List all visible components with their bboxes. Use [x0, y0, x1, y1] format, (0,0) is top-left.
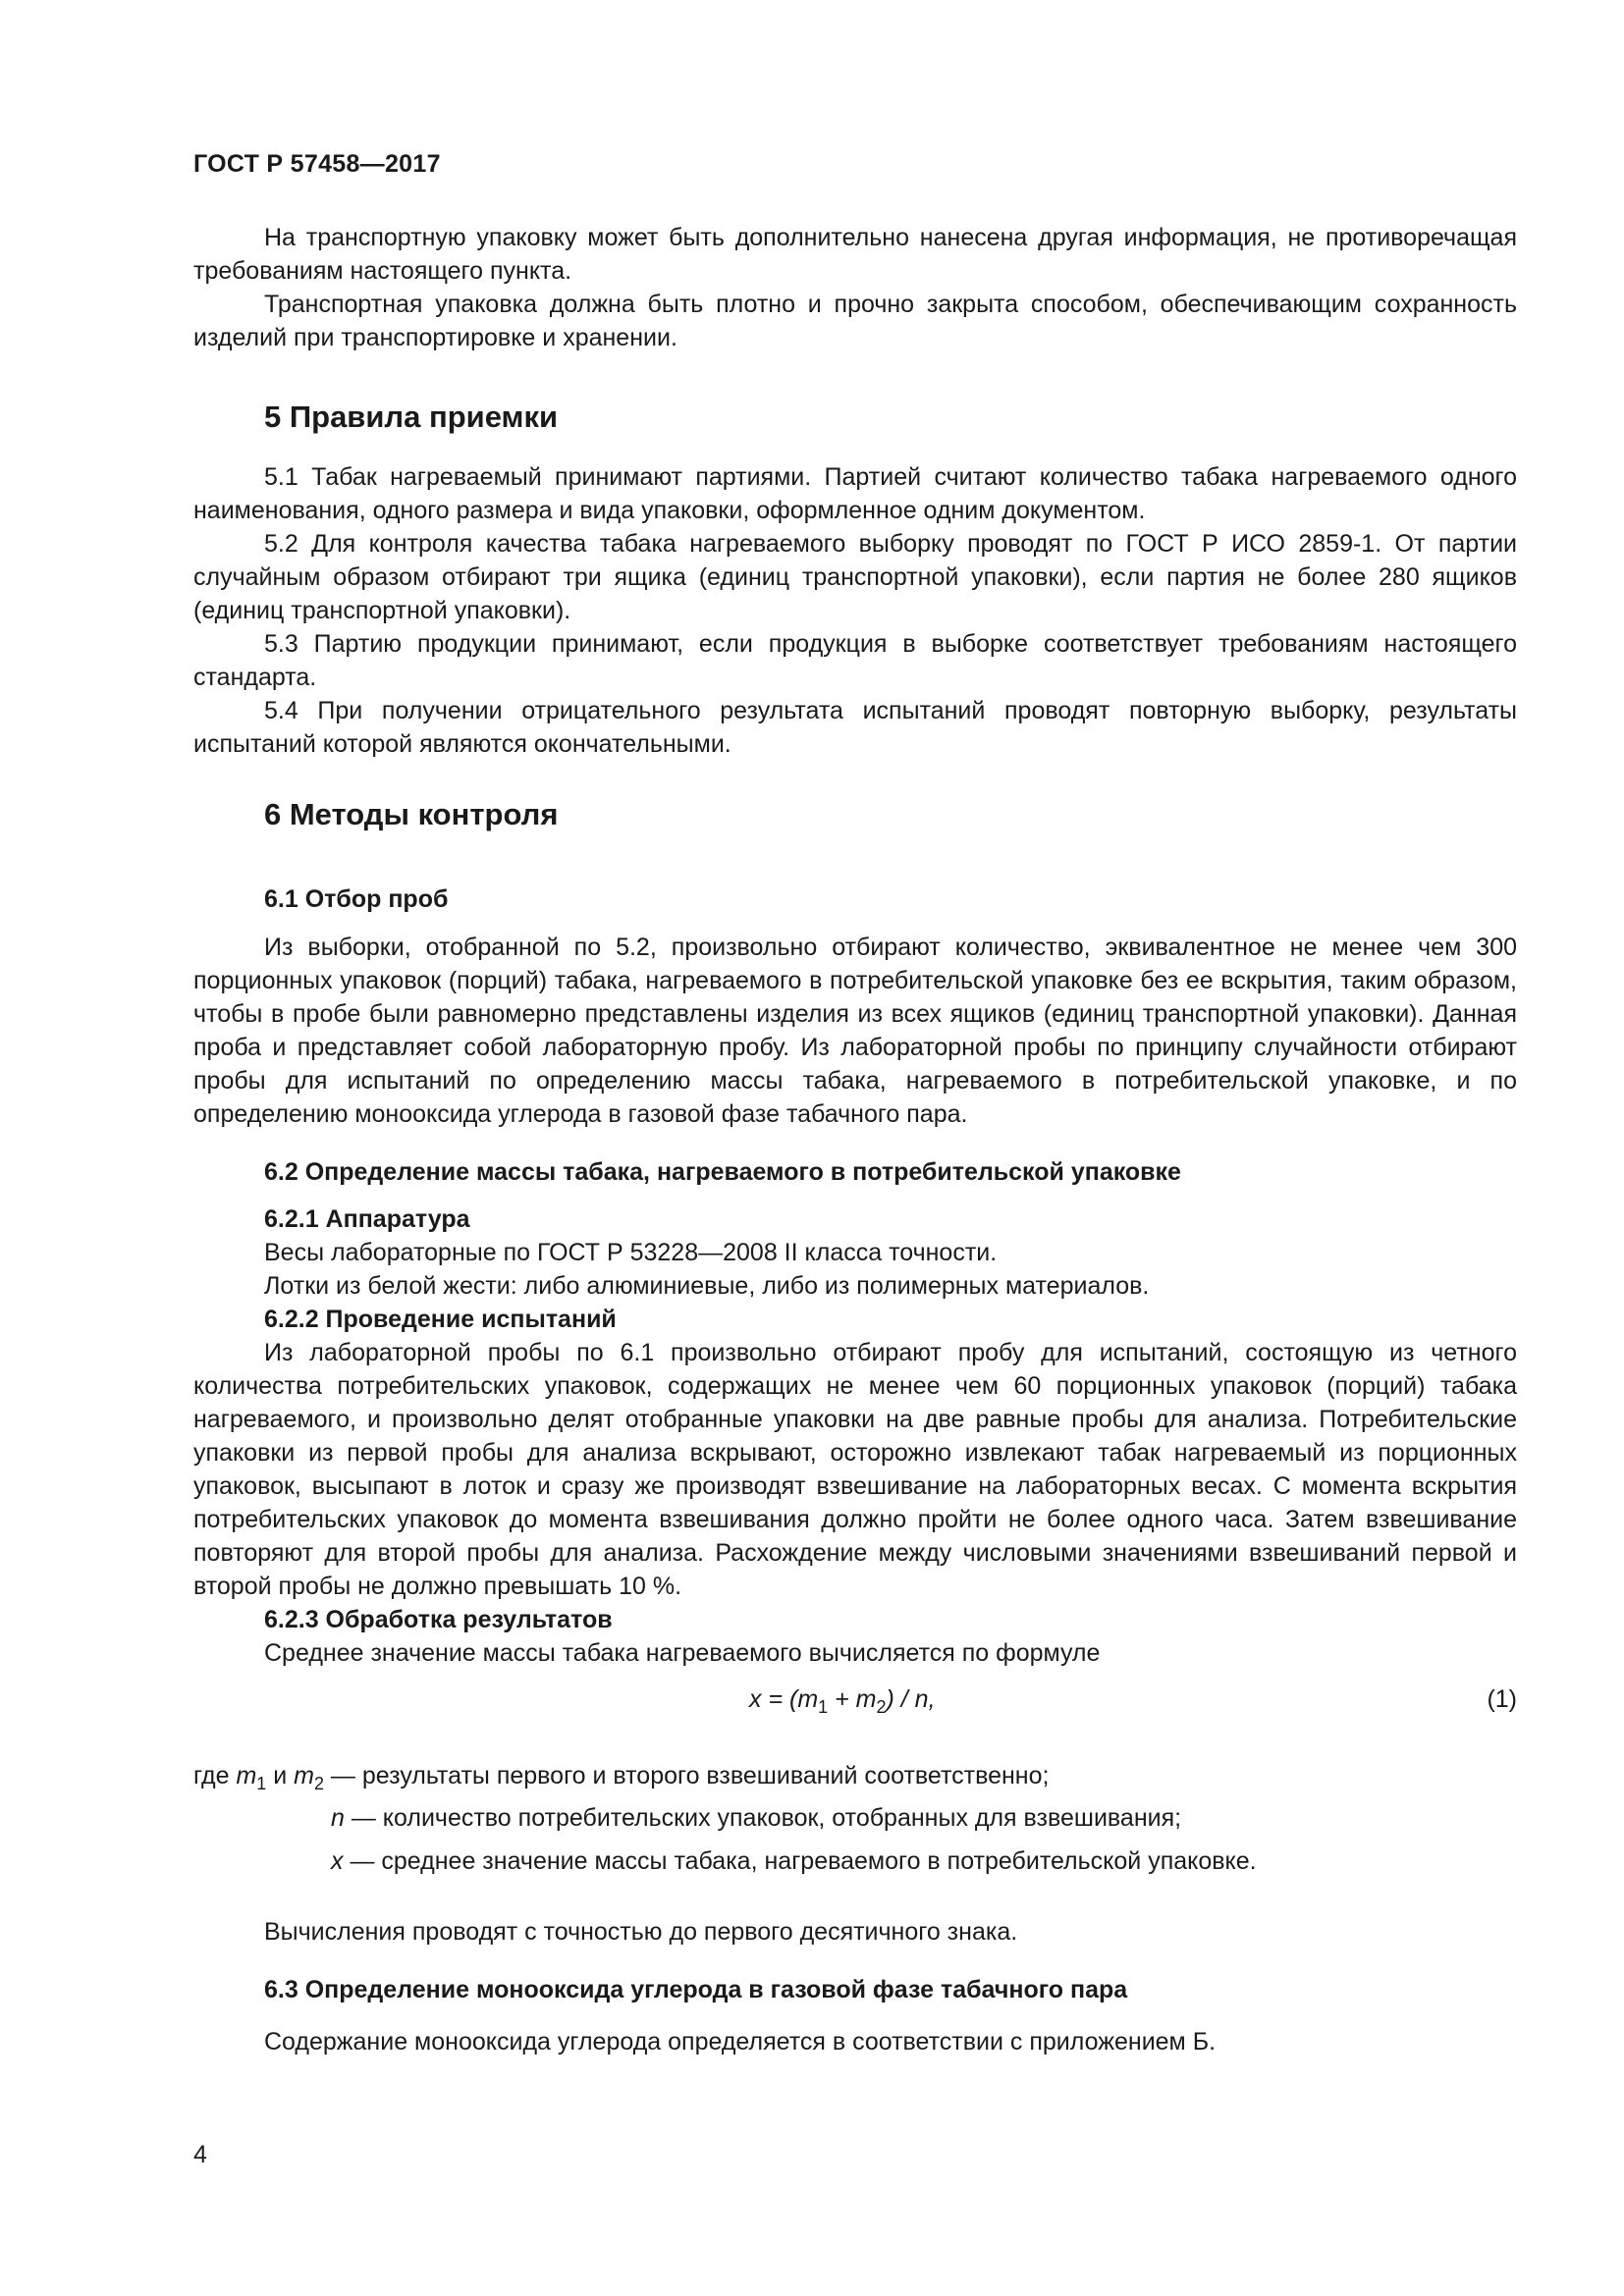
- where-line-n: [331, 1804, 1181, 1833]
- section-6-3-heading: 6.3 Определение монооксида углерода в газовой фазе табачного пара: [264, 1976, 1128, 2003]
- where-line-m: [193, 1762, 1050, 1793]
- where-text: где: [193, 1762, 237, 1789]
- formula-subscript: 2: [876, 1697, 887, 1717]
- formula-row: [193, 1685, 1517, 1725]
- section-6-3-body: [193, 2025, 1517, 2058]
- calc-precision: [193, 1915, 1517, 1949]
- testing-paragraph: Из лабораторной пробы по 6.1 произвольно отбирают пробу для испытаний, состоящую из четного количества потребительских упаковок, содержащих не менее чем 60 порционных упаковок (порций) табака нагреваемого, и произвольно делят отобранные упаковки на две равные пробы для анализа. Потребительские упаковки из первой пробы для анализа вскрывают, осторожно извлекают табак нагреваемый из порционных упаковок, высыпают в лоток и сразу же производят взвешивание на лабораторных весах. С момента вскрытия потребительских упаковок до момента взвешивания должно пройти не более одного часа. Затем взвешивание повторяют для второй пробы для анализа. Расхождение между числовыми значениями взвешиваний первой и второй пробы не должно превышать 10 %.: [193, 1339, 1517, 1600]
- symbol-x: x: [331, 1847, 344, 1875]
- symbol-m1: m: [236, 1762, 257, 1789]
- symbol-n: n: [331, 1804, 345, 1832]
- clause-5-2: 5.2 Для контроля качества табака нагреваемого выборку проводят по ГОСТ Р ИСО 2859-1. От партии случайным образом отбирают три ящика (единиц транспортной упаковки), если партия не более 280 ящиков (единиц транспортной упаковки).: [193, 530, 1517, 624]
- where-text: и: [266, 1762, 295, 1789]
- section-5-body: [193, 460, 1517, 761]
- intro-block: [193, 221, 1517, 354]
- formula-part: x = (m: [749, 1685, 819, 1713]
- section-6-1-body: [193, 931, 1517, 1131]
- symbol-m2: m: [294, 1762, 314, 1789]
- intro-paragraph-2: Транспортная упаковка должна быть плотно и прочно закрыта способом, обеспечивающим сохранность изделий при транспортировке и хранении.: [193, 291, 1517, 351]
- document-header: ГОСТ Р 57458—2017: [193, 150, 441, 178]
- where-line-x: [331, 1847, 1257, 1876]
- section-6-2-heading: 6.2 Определение массы табака, нагреваемого в потребительской упаковке: [264, 1158, 1181, 1186]
- page-number: 4: [193, 2141, 207, 2168]
- where-text: — среднее значение массы табака, нагреваемого в потребительской упаковке.: [343, 1847, 1257, 1875]
- symbol-subscript: 2: [313, 1774, 324, 1793]
- section-5-heading: 5 Правила приемки: [264, 400, 559, 434]
- apparatus-line-2: Лотки из белой жести: либо алюминиевые, либо из полимерных материалов.: [264, 1272, 1150, 1300]
- clause-5-1: 5.1 Табак нагреваемый принимают партиями. Партией считают количество табака нагреваемого одного наименования, одного размера и вида упаковки, оформленное одним документом.: [193, 463, 1517, 524]
- sampling-paragraph: Из выборки, отобранной по 5.2, произвольно отбирают количество, эквивалентное не менее чем 300 порционных упаковок (порций) табака, нагреваемого в потребительской упаковке без ее вскрытия, таким образом, чтобы в пробе были равномерно представлены изделия из всех ящиков (единиц транспортной упаковки). Данная проба и представляет собой лабораторную пробу. Из лабораторной пробы по принципу случайности отбирают пробы для испытаний по определению массы табака, нагреваемого в потребительской упаковке, и по определению монооксида углерода в газовой фазе табачного пара.: [193, 934, 1517, 1128]
- where-text: — количество потребительских упаковок, отобранных для взвешивания;: [344, 1804, 1182, 1832]
- section-6-1-heading: 6.1 Отбор проб: [264, 885, 449, 913]
- calc-precision-text: Вычисления проводят с точностью до первого десятичного знака.: [264, 1918, 1018, 1946]
- formula-expression: [749, 1685, 936, 1717]
- section-6-heading: 6 Методы контроля: [264, 797, 559, 831]
- formula-subscript: 1: [818, 1697, 829, 1717]
- clause-5-3: 5.3 Партию продукции принимают, если продукция в выборке соответствует требованиям настоящего стандарта.: [193, 630, 1517, 691]
- formula-part: ) / n,: [886, 1685, 936, 1713]
- section-6-2-1-heading: 6.2.1 Аппаратура: [264, 1205, 470, 1233]
- apparatus-line-1: Весы лабораторные по ГОСТ Р 53228—2008 II класса точности.: [264, 1239, 998, 1266]
- carbon-monoxide-paragraph: Содержание монооксида углерода определяется в соответствии с приложением Б.: [264, 2028, 1217, 2056]
- section-6-2-2-heading: 6.2.2 Проведение испытаний: [264, 1306, 617, 1333]
- formula-number: (1): [1487, 1685, 1517, 1713]
- formula-intro: Среднее значение массы табака нагреваемого вычисляется по формуле: [264, 1639, 1101, 1667]
- section-6-2-3-heading: 6.2.3 Обработка результатов: [264, 1606, 613, 1633]
- formula-part: + m: [828, 1685, 877, 1713]
- where-text: — результаты первого и второго взвешиваний соответственно;: [323, 1762, 1050, 1789]
- intro-paragraph-1: На транспортную упаковку может быть дополнительно нанесена другая информация, не противоречащая требованиям настоящего пункта.: [193, 224, 1517, 285]
- symbol-subscript: 1: [256, 1774, 267, 1793]
- section-6-2-body: [193, 1202, 1517, 1670]
- clause-5-4: 5.4 При получении отрицательного результата испытаний проводят повторную выборку, результаты испытаний которой являются окончательными.: [193, 697, 1517, 758]
